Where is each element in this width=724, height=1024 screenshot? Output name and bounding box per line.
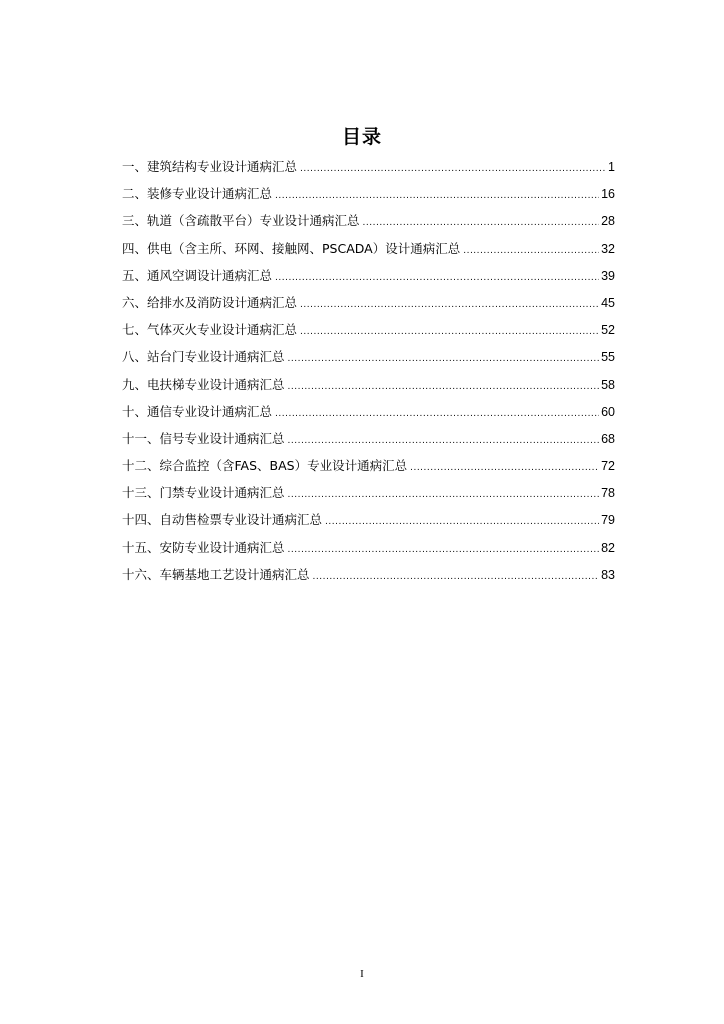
page-number: I bbox=[360, 968, 364, 980]
toc-title: 目录 bbox=[341, 126, 382, 148]
toc-entry-label[interactable]: 二、装修专业设计通病汇总 bbox=[122, 186, 273, 202]
toc-dot-leader bbox=[313, 564, 600, 591]
toc-dot-leader bbox=[300, 319, 599, 346]
toc-entry-label[interactable]: 十三、门禁专业设计通病汇总 bbox=[122, 485, 285, 501]
toc-entry-page[interactable]: 60 bbox=[601, 404, 615, 419]
toc-entry[interactable] bbox=[122, 343, 615, 370]
toc-entry[interactable] bbox=[122, 561, 615, 588]
toc-dot-leader bbox=[288, 428, 600, 455]
toc-entry[interactable] bbox=[122, 506, 615, 533]
toc-entry[interactable] bbox=[122, 452, 615, 479]
toc-entry-page[interactable]: 39 bbox=[601, 268, 615, 283]
toc-dot-leader bbox=[275, 183, 599, 210]
toc-dot-leader bbox=[275, 265, 599, 292]
toc-entry-page[interactable]: 79 bbox=[601, 513, 615, 528]
toc-dot-leader bbox=[288, 482, 600, 509]
toc-entry-page[interactable]: 28 bbox=[601, 214, 615, 229]
toc-entry-page[interactable]: 45 bbox=[601, 295, 615, 310]
toc-entry[interactable] bbox=[122, 289, 615, 316]
toc-entry-page[interactable]: 32 bbox=[601, 241, 615, 256]
toc-entry-label[interactable]: 九、电扶梯专业设计通病汇总 bbox=[122, 376, 285, 392]
toc-list bbox=[122, 153, 615, 588]
toc-entry[interactable] bbox=[122, 398, 615, 425]
toc-entry[interactable] bbox=[122, 262, 615, 289]
toc-entry-page[interactable]: 68 bbox=[601, 431, 615, 446]
toc-entry[interactable] bbox=[122, 534, 615, 561]
toc-entry-label[interactable]: 十六、车辆基地工艺设计通病汇总 bbox=[122, 566, 310, 582]
toc-dot-leader bbox=[288, 374, 600, 401]
toc-dot-leader bbox=[300, 156, 606, 183]
toc-entry[interactable] bbox=[122, 207, 615, 234]
toc-entry[interactable] bbox=[122, 479, 615, 506]
toc-dot-leader bbox=[288, 346, 600, 373]
toc-entry[interactable] bbox=[122, 180, 615, 207]
toc-entry-label[interactable]: 六、给排水及消防设计通病汇总 bbox=[122, 294, 298, 310]
toc-entry-page[interactable]: 52 bbox=[601, 323, 615, 338]
toc-entry-label[interactable]: 十一、信号专业设计通病汇总 bbox=[122, 430, 285, 446]
toc-entry-label[interactable]: 七、气体灭火专业设计通病汇总 bbox=[122, 322, 298, 338]
toc-dot-leader bbox=[463, 238, 599, 265]
toc-entry-label[interactable]: 八、站台门专业设计通病汇总 bbox=[122, 349, 285, 365]
toc-entry[interactable] bbox=[122, 153, 615, 180]
toc-entry-label[interactable]: 十二、综合监控（含FAS、BAS）专业设计通病汇总 bbox=[122, 458, 408, 474]
toc-entry-page[interactable]: 16 bbox=[601, 187, 615, 202]
toc-entry[interactable] bbox=[122, 316, 615, 343]
toc-entry-page[interactable]: 58 bbox=[601, 377, 615, 392]
toc-dot-leader bbox=[288, 537, 600, 564]
toc-dot-leader bbox=[410, 455, 599, 482]
toc-entry[interactable] bbox=[122, 371, 615, 398]
toc-dot-leader bbox=[300, 292, 599, 319]
toc-entry-page[interactable]: 72 bbox=[601, 459, 615, 474]
toc-dot-leader bbox=[325, 509, 599, 536]
toc-entry[interactable] bbox=[122, 235, 615, 262]
toc-entry-label[interactable]: 一、建筑结构专业设计通病汇总 bbox=[122, 159, 298, 174]
toc-entry-page[interactable]: 78 bbox=[601, 486, 615, 501]
toc-entry-page[interactable]: 82 bbox=[601, 540, 615, 555]
toc-entry-page[interactable]: 55 bbox=[601, 350, 615, 365]
toc-entry-label[interactable]: 五、通风空调设计通病汇总 bbox=[122, 267, 273, 283]
toc-dot-leader bbox=[363, 210, 600, 237]
toc-entry-label[interactable]: 十五、安防专业设计通病汇总 bbox=[122, 539, 285, 555]
toc-entry-label[interactable]: 十四、自动售检票专业设计通病汇总 bbox=[122, 512, 323, 528]
toc-entry[interactable] bbox=[122, 425, 615, 452]
toc-entry-page[interactable]: 83 bbox=[601, 567, 615, 582]
toc-entry-page[interactable]: 1 bbox=[608, 160, 615, 174]
toc-dot-leader bbox=[275, 401, 599, 428]
toc-entry-label[interactable]: 十、通信专业设计通病汇总 bbox=[122, 403, 273, 419]
toc-entry-label[interactable]: 四、供电（含主所、环网、接触网、PSCADA）设计通病汇总 bbox=[122, 240, 461, 256]
toc-entry-label[interactable]: 三、轨道（含疏散平台）专业设计通病汇总 bbox=[122, 213, 360, 229]
